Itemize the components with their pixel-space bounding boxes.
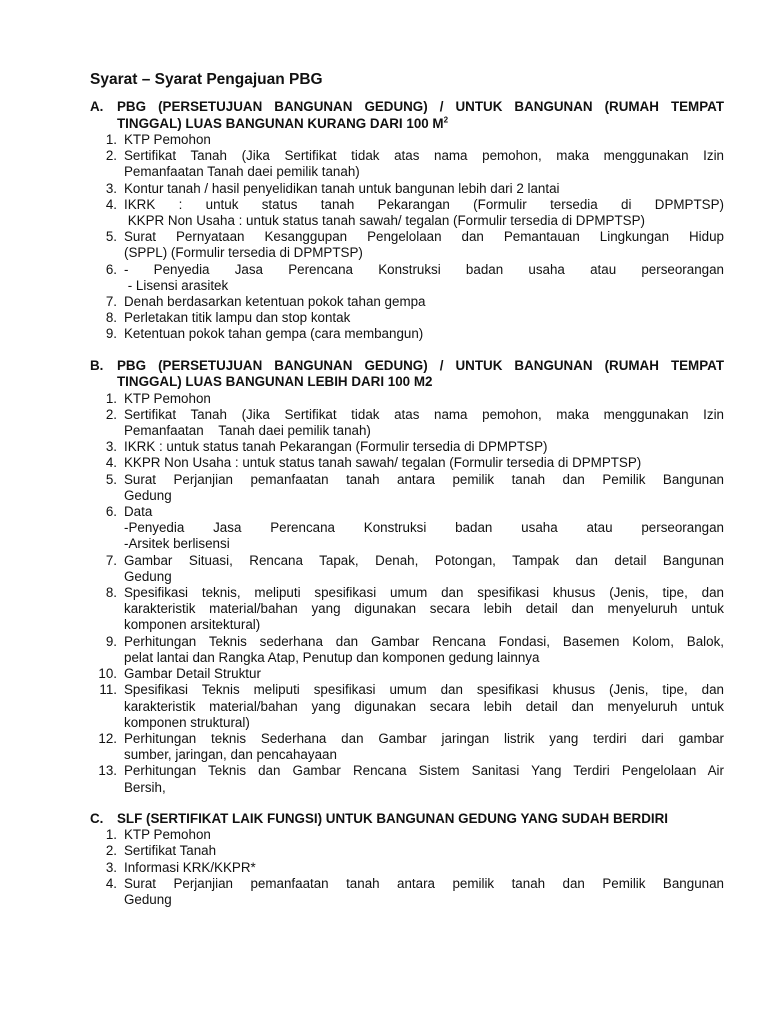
item-line: Perhitungan Teknis dan Gambar Rencana Sistem Sanitasi Yang Terdiri Pengelolaan Air <box>124 763 724 779</box>
section-heading <box>90 811 724 828</box>
item-text <box>117 666 724 682</box>
list-item <box>90 310 724 326</box>
list-item <box>90 262 724 294</box>
list-item <box>90 682 724 731</box>
list-item <box>90 634 724 666</box>
list-item <box>90 326 724 342</box>
item-number-label: 12. <box>98 730 117 746</box>
item-line: Surat Perjanjian pemanfaatan tanah antara pemilik tanah dan Pemilik Bangunan <box>124 471 724 487</box>
item-line: Sertifikat Tanah <box>124 843 217 859</box>
list-item <box>90 827 724 843</box>
item-line: Perletakan titik lampu dan stop kontak <box>124 310 351 326</box>
item-number-label: 5. <box>105 229 117 245</box>
item-line: KTP Pemohon <box>124 827 211 843</box>
item-number <box>90 585 117 634</box>
item-number-label: 3. <box>105 859 117 875</box>
item-number-label: 11. <box>99 682 117 698</box>
item-text <box>117 827 724 843</box>
item-line: Gedung <box>124 568 172 584</box>
item-line: - Penyedia Jasa Perencana Konstruksi badan usaha atau perseorangan <box>124 261 724 277</box>
item-line: KKPR Non Usaha : untuk status tanah sawah/ tegalan (Formulir tersedia di DPMPTSP) <box>124 455 642 471</box>
item-number <box>90 439 117 455</box>
item-number-label: 9. <box>105 326 117 342</box>
item-number <box>90 763 117 795</box>
list-item <box>90 391 724 407</box>
item-number <box>90 682 117 731</box>
item-number <box>90 843 117 859</box>
item-line: KKPR Non Usaha : untuk status tanah sawah/ tegalan (Formulir tersedia di DPMPTSP) <box>124 213 645 229</box>
section-heading-text <box>117 99 724 132</box>
list-item <box>90 455 724 471</box>
item-number <box>90 197 117 229</box>
item-number-label: 10. <box>98 666 117 682</box>
item-number <box>90 310 117 326</box>
item-line: Gambar Situasi, Rencana Tapak, Denah, Potongan, Tampak dan detail Bangunan <box>124 552 724 568</box>
superscript: 2 <box>443 115 449 125</box>
section-heading-text <box>117 811 724 828</box>
item-line: Gedung <box>124 892 172 908</box>
item-line: Gedung <box>124 487 172 503</box>
item-line: Spesifikasi teknis, meliputi spesifikasi umum dan spesifikasi khusus (Jenis, tipe, dan <box>124 585 724 601</box>
list-item <box>90 132 724 148</box>
item-text <box>117 407 724 439</box>
item-line: Ketentuan pokok tahan gempa (cara membangun) <box>124 326 424 342</box>
item-number-label: 4. <box>105 455 117 471</box>
item-line: Kontur tanah / hasil penyelidikan tanah untuk bangunan lebih dari 2 lantai <box>124 180 560 196</box>
item-line: Perhitungan Teknis sederhana dan Gambar Rencana Fondasi, Basemen Kolom, Balok, <box>124 633 724 649</box>
item-text <box>117 439 724 455</box>
item-number-label: 2. <box>105 843 117 859</box>
item-number-label: 1. <box>105 390 117 406</box>
item-number <box>90 876 117 908</box>
item-number-label: 8. <box>105 310 117 326</box>
section-letter: B. <box>90 357 104 373</box>
item-line: komponen arsitektural) <box>124 617 261 633</box>
item-line: (SPPL) (Formulir tersedia di DPMPTSP) <box>124 245 363 261</box>
item-number <box>90 634 117 666</box>
item-line: Spesifikasi Teknis meliputi spesifikasi umum dan spesifikasi khusus (Jenis, tipe, dan <box>124 682 724 698</box>
list-item <box>90 472 724 504</box>
item-number <box>90 553 117 585</box>
list-item <box>90 148 724 180</box>
item-text <box>117 391 724 407</box>
item-text <box>117 148 724 180</box>
item-number-label: 1. <box>105 827 117 843</box>
item-number <box>90 181 117 197</box>
list-item <box>90 876 724 908</box>
requirement-list <box>90 132 724 343</box>
item-number <box>90 148 117 180</box>
item-text <box>117 455 724 471</box>
item-text <box>117 326 724 342</box>
section-heading-text <box>117 358 724 391</box>
item-number <box>90 455 117 471</box>
list-item <box>90 294 724 310</box>
item-line: Pemanfaatan Tanah daei pemilik tanah) <box>124 164 360 180</box>
item-number <box>90 132 117 148</box>
item-number <box>90 666 117 682</box>
item-text <box>117 860 724 876</box>
item-line: Surat Pernyataan Kesanggupan Pengelolaan dan Pemantauan Lingkungan Hidup <box>124 229 724 245</box>
item-number-label: 7. <box>105 552 117 568</box>
item-text <box>117 843 724 859</box>
item-number <box>90 731 117 763</box>
section-heading <box>90 99 724 132</box>
item-line: Data <box>124 504 153 520</box>
item-text <box>117 731 724 763</box>
item-number-label: 4. <box>105 875 117 891</box>
item-number <box>90 229 117 261</box>
item-text <box>117 553 724 585</box>
item-number <box>90 326 117 342</box>
item-line: Pemanfaatan Tanah daei pemilik tanah) <box>124 423 371 439</box>
item-line: -Penyedia Jasa Perencana Konstruksi badan usaha atau perseorangan <box>124 520 724 536</box>
item-line: IKRK : untuk status tanah Pekarangan (Formulir tersedia di DPMPTSP) <box>124 439 548 455</box>
item-number-label: 1. <box>105 132 117 147</box>
item-number-label: 8. <box>105 585 117 601</box>
item-line: Surat Perjanjian pemanfaatan tanah antara pemilik tanah dan Pemilik Bangunan <box>124 875 724 891</box>
section-a <box>90 99 724 343</box>
item-line: karakteristik material/bahan yang digunakan secara lebih detail dan menyeluruh untuk <box>124 698 724 714</box>
item-line: Gambar Detail Struktur <box>124 666 261 682</box>
item-number <box>90 827 117 843</box>
item-line: Sertifikat Tanah (Jika Sertifikat tidak atas nama pemohon, maka menggunakan Izin <box>124 148 724 164</box>
section-letter: A. <box>90 99 104 114</box>
item-text <box>117 262 724 294</box>
list-item <box>90 763 724 795</box>
section-heading-label: SLF (SERTIFIKAT LAIK FUNGSI) UNTUK BANGUNAN GEDUNG YANG SUDAH BERDIRI <box>117 810 669 826</box>
item-number <box>90 860 117 876</box>
section-letter: C. <box>90 810 104 826</box>
list-item <box>90 553 724 585</box>
item-text <box>117 504 724 553</box>
item-line: Denah berdasarkan ketentuan pokok tahan gempa <box>124 294 426 310</box>
item-line: sumber, jaringan, dan pencahayaan <box>124 747 337 763</box>
item-text <box>117 585 724 634</box>
item-line: -Arsitek berlisensi <box>124 536 230 552</box>
item-number-label: 2. <box>105 406 117 422</box>
requirement-list <box>90 827 724 908</box>
item-number-label: 6. <box>105 504 117 520</box>
item-text <box>117 181 724 197</box>
list-item <box>90 181 724 197</box>
item-text <box>117 634 724 666</box>
item-number <box>90 472 117 504</box>
item-line: Bersih, <box>124 779 166 795</box>
item-number-label: 13. <box>98 763 117 779</box>
item-text <box>117 197 724 229</box>
item-number-label: 2. <box>105 148 117 164</box>
item-text <box>117 294 724 310</box>
section-heading <box>90 358 724 391</box>
item-line: IKRK : untuk status tanah Pekarangan (Formulir tersedia di DPMPTSP) <box>124 196 724 212</box>
list-item <box>90 843 724 859</box>
item-line: - Lisensi arasitek <box>124 277 229 293</box>
item-line: KTP Pemohon <box>124 132 211 147</box>
list-item <box>90 439 724 455</box>
section-b <box>90 358 724 796</box>
item-line: Perhitungan teknis Sederhana dan Gambar jaringan listrik yang terdiri dari gambar <box>124 730 724 746</box>
list-item <box>90 860 724 876</box>
section-heading-label: PBG (PERSETUJUAN BANGUNAN GEDUNG) / UNTUK BANGUNAN (RUMAH TEMPAT TINGGAL) LUAS BANGUNAN KURANG DARI 100 M <box>117 99 724 131</box>
item-line: komponen struktural) <box>124 714 250 730</box>
item-number-label: 6. <box>105 261 117 277</box>
item-number-label: 3. <box>105 180 117 196</box>
sections-container <box>90 99 724 908</box>
list-item <box>90 229 724 261</box>
item-line: Sertifikat Tanah (Jika Sertifikat tidak atas nama pemohon, maka menggunakan Izin <box>124 406 724 422</box>
item-number <box>90 407 117 439</box>
item-text <box>117 310 724 326</box>
requirement-list <box>90 391 724 796</box>
item-text <box>117 763 724 795</box>
section-c <box>90 811 724 909</box>
document-title: Syarat – Syarat Pengajuan PBG <box>90 71 323 88</box>
list-item <box>90 731 724 763</box>
item-number-label: 3. <box>105 439 117 455</box>
item-text <box>117 229 724 261</box>
list-item <box>90 585 724 634</box>
list-item <box>90 197 724 229</box>
list-item <box>90 504 724 553</box>
item-line: karakteristik material/bahan yang digunakan secara lebih detail dan menyeluruh untuk <box>124 601 724 617</box>
item-text <box>117 682 724 731</box>
item-line: Informasi KRK/KKPR* <box>124 859 256 875</box>
item-number <box>90 294 117 310</box>
list-item <box>90 407 724 439</box>
item-line: KTP Pemohon <box>124 390 211 406</box>
item-text <box>117 472 724 504</box>
section-heading-label: PBG (PERSETUJUAN BANGUNAN GEDUNG) / UNTUK BANGUNAN (RUMAH TEMPAT TINGGAL) LUAS BANGUNAN LEBIH DARI 100 M2 <box>117 357 724 390</box>
item-line: pelat lantai dan Rangka Atap, Penutup dan komponen gedung lainnya <box>124 649 540 665</box>
item-number-label: 9. <box>105 633 117 649</box>
item-number <box>90 504 117 553</box>
list-item <box>90 666 724 682</box>
item-number-label: 7. <box>105 294 117 310</box>
item-number-label: 4. <box>105 196 117 212</box>
item-text <box>117 876 724 908</box>
item-number-label: 5. <box>105 471 117 487</box>
item-text <box>117 132 724 148</box>
item-number <box>90 262 117 294</box>
item-number <box>90 391 117 407</box>
